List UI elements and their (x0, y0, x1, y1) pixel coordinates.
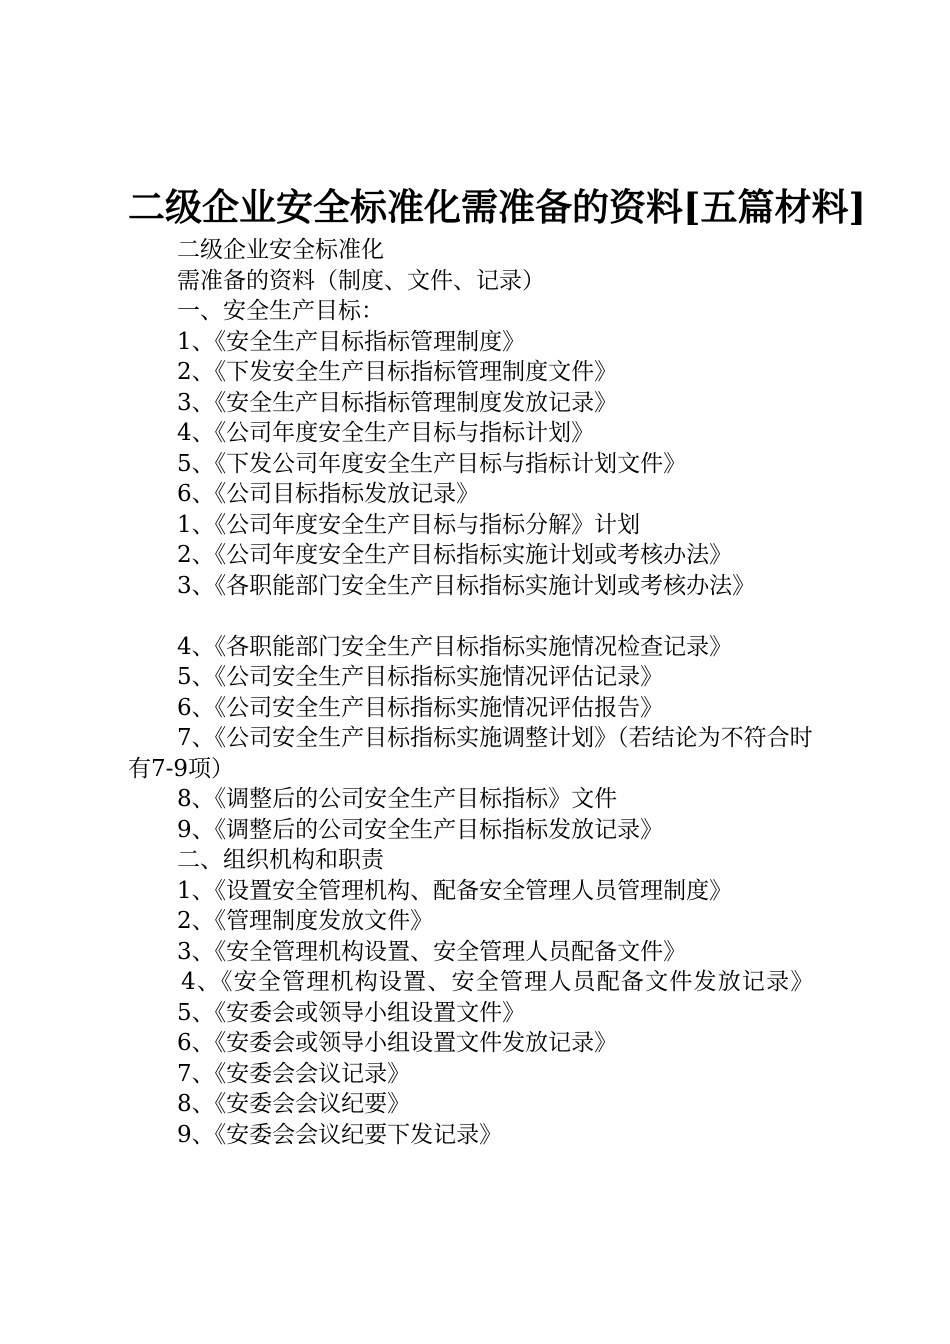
list-item: 3、《安全生产目标指标管理制度发放记录》 (177, 389, 618, 416)
heading-line: 二级企业安全标准化 (177, 237, 384, 263)
section-heading: 二、组织机构和职责 (177, 847, 384, 873)
list-item: 9、《安委会会议纪要下发记录》 (177, 1121, 503, 1148)
list-item: 6、《公司目标指标发放记录》 (177, 481, 480, 507)
heading-line: 需准备的资料（制度、文件、记录） (177, 267, 545, 294)
list-item: 3、《安全管理机构设置、安全管理人员配备文件》 (177, 938, 687, 965)
list-item: 1、《设置安全管理机构、配备安全管理人员管理制度》 (177, 877, 733, 904)
list-item: 5、《公司安全生产目标指标实施情况评估记录》 (177, 664, 664, 690)
list-item: 4、《安全管理机构设置、安全管理人员配备文件发放记录》 (181, 969, 815, 995)
list-item: 2、《管理制度发放文件》 (177, 908, 434, 934)
list-item: 4、《公司年度安全生产目标与指标计划》 (177, 420, 595, 446)
list-item: 6、《安委会或领导小组设置文件发放记录》 (177, 1030, 618, 1056)
section-heading: 一、安全生产目标： (177, 298, 384, 324)
list-item: 7、《安委会会议记录》 (177, 1060, 411, 1087)
list-item: 1、《安全生产目标指标管理制度》 (177, 328, 526, 355)
document-title: 二级企业安全标准化需准备的资料[五篇材料] (128, 185, 867, 229)
list-item: 5、《下发公司年度安全生产目标与指标计划文件》 (177, 450, 687, 477)
list-item: 3、《各职能部门安全生产目标指标实施计划或考核办法》 (177, 572, 756, 599)
list-item: 6、《公司安全生产目标指标实施情况评估报告》 (177, 694, 664, 721)
list-item: 5、《安委会或领导小组设置文件》 (177, 999, 526, 1026)
list-item: 7、《公司安全生产目标指标实施调整计划》（若结论为不符合时有7-9项） (128, 725, 813, 782)
list-item: 2、《公司年度安全生产目标指标实施计划或考核办法》 (177, 542, 733, 568)
list-item: 2、《下发安全生产目标指标管理制度文件》 (177, 359, 618, 385)
list-item: 9、《调整后的公司安全生产目标指标发放记录》 (177, 816, 664, 843)
document-body (128, 235, 833, 1150)
list-item: 8、《调整后的公司安全生产目标指标》文件 (177, 786, 618, 812)
blank-line (128, 601, 833, 632)
list-item: 8、《安委会会议纪要》 (177, 1091, 411, 1117)
list-item: 4、《各职能部门安全生产目标指标实施情况检查记录》 (177, 633, 733, 660)
list-item: 1、《公司年度安全生产目标与指标分解》计划 (177, 511, 641, 538)
